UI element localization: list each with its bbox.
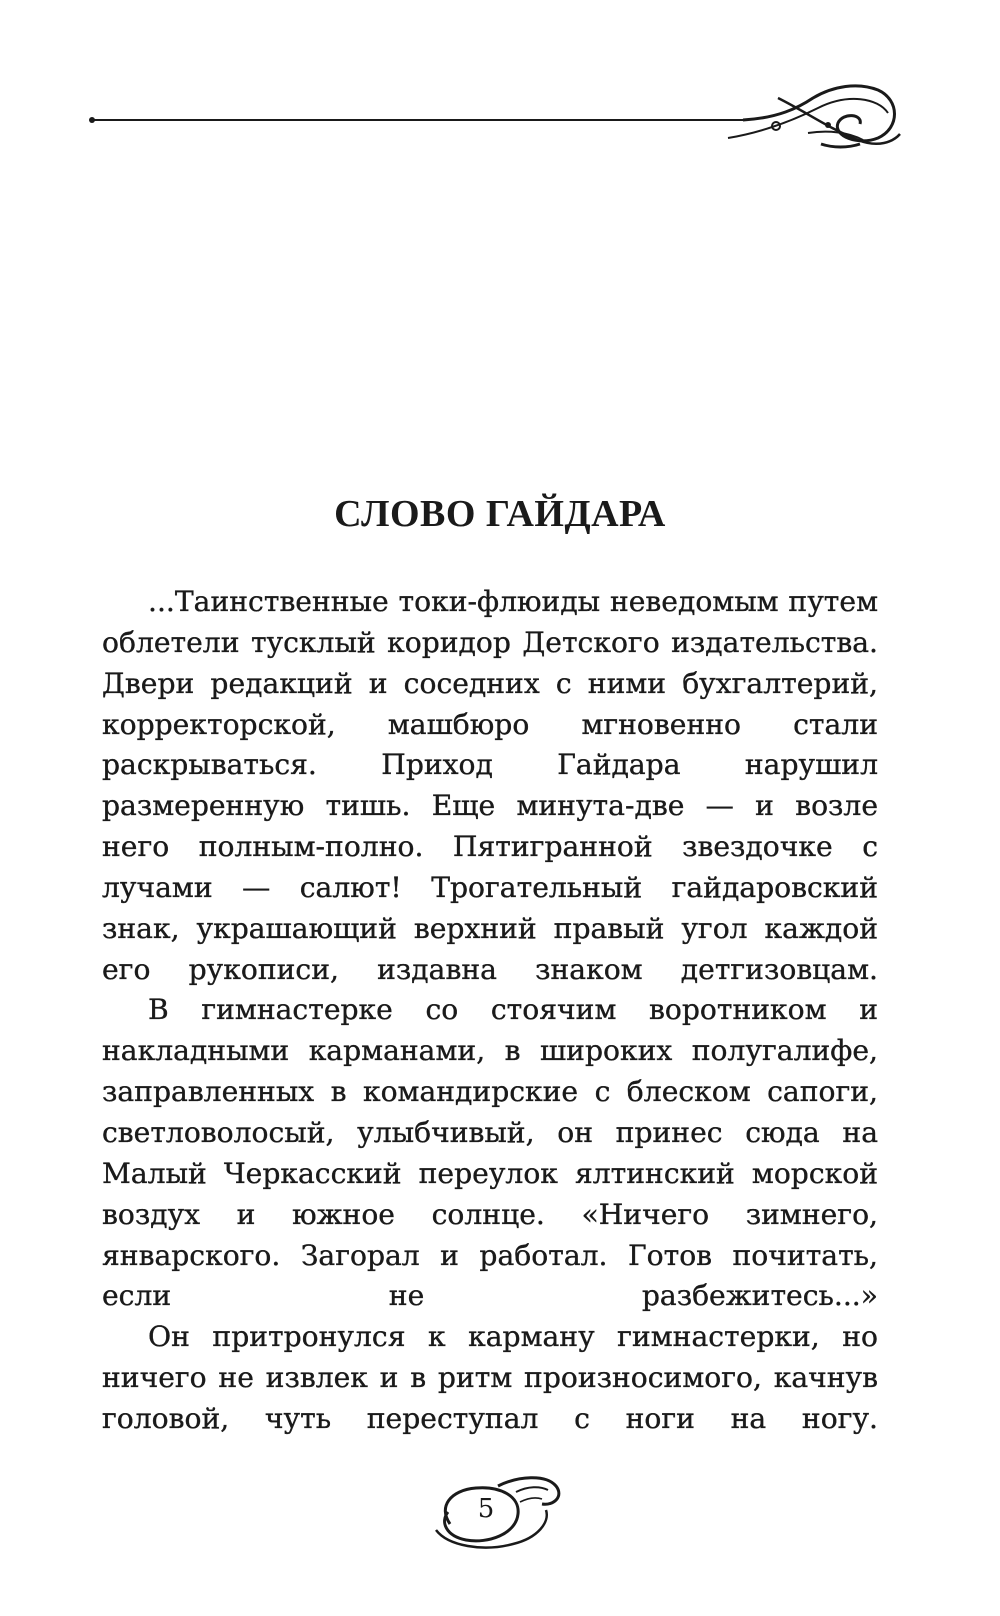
paragraph-2: В гимнастерке со стоячим воротником и накладными карманами, в широких полугалифе, заправленных в командирские с блеском сапоги, светловолосый, улыбчивый, он принес сюда на Малый Черкасский переулок ялтинский морской воздух и южное солнце. «Ничего зимнего, январского. Загорал и работал. Готов почитать, если не разбежитесь...» (102, 993, 878, 1313)
page-number: 5 (477, 1494, 495, 1524)
paragraph-1: ...Таинственные токи-флюиды неведомым путем облетели тусклый коридор Детского издательства. Двери редакций и соседних с ними бухгалтерий, корректорской, машбюро мгновенно стали раскрываться. Приход Гайдара нарушил размеренную тишь. Еще минута-две — и возле него полным-полно. Пятигранной звездочке с лучами — салют! Трогательный гайдаровский знак, украшающий верхний правый угол каждой его рукописи, издавна знаком детгизовцам. (102, 585, 878, 986)
body-text (102, 582, 878, 1440)
header-flourish-icon (88, 78, 908, 168)
paragraph-3: Он притронулся к карману гимнастерки, но ничего не извлек и в ритм произносимого, качнув головой, чуть переступал с ноги на ногу. (102, 1320, 878, 1435)
chapter-title: СЛОВО ГАЙДАРА (334, 493, 666, 535)
